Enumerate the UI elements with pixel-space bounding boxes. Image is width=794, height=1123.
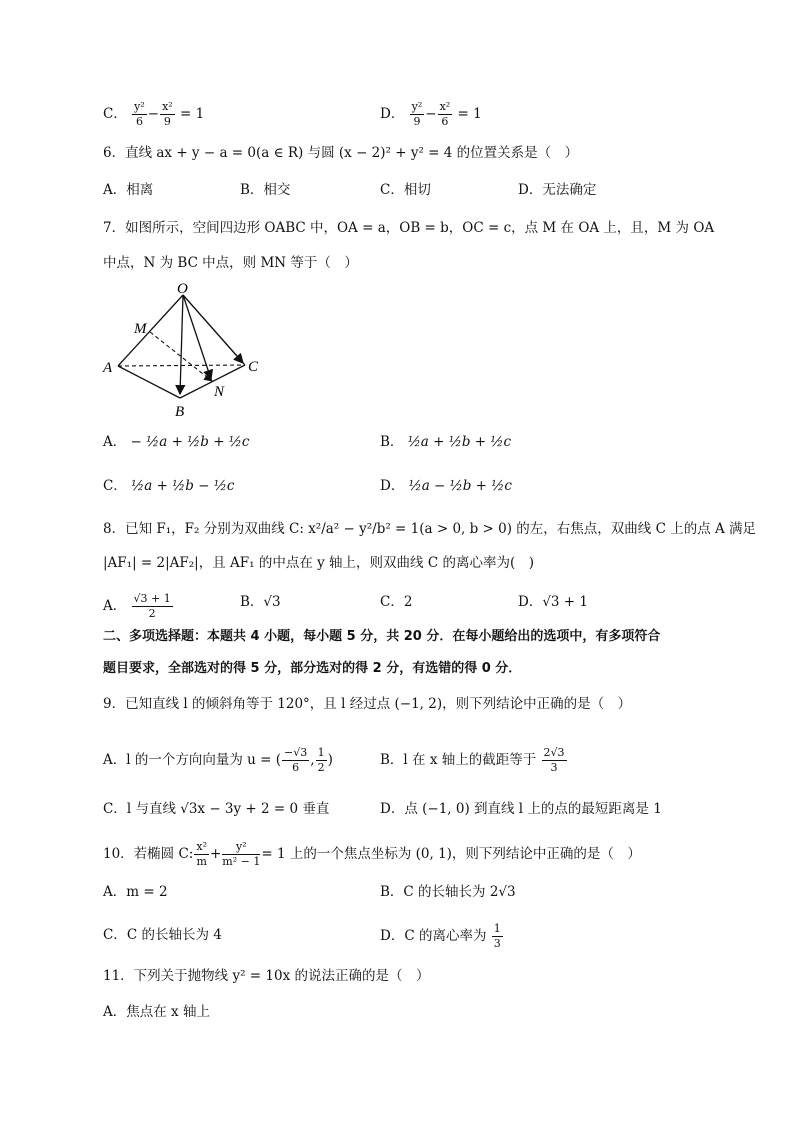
q5-option-d: D． $\frac{\text{y²}}{9}$ − $\frac{\text{x²}}{6}$ = 1 <box>380 100 482 128</box>
fraction <box>222 840 260 869</box>
denominator: 9 <box>413 115 421 128</box>
denominator: 6 <box>441 115 449 128</box>
vector-oc-arrow <box>183 295 243 363</box>
section2-heading-line2: 题目要求，全部选对的得 5 分，部分选对的得 2 分，有选错的得 0 分． <box>103 661 522 676</box>
q8-option-c: C．2 <box>380 594 413 610</box>
option-expression: ½a + ½b − ½c <box>131 478 235 494</box>
option-expression: ½a − ½b + ½c <box>408 478 512 494</box>
q7-option-c <box>103 476 234 496</box>
q8-option-b: B．√3 <box>240 594 281 610</box>
q7-option-a <box>103 432 249 452</box>
numerator: y² <box>222 840 260 855</box>
numerator: −√3 <box>284 746 308 759</box>
q9-option-d: D．点 (−1, 0) 到直线 l 上的点的最短距离是 1 <box>380 801 662 817</box>
stem-text: = 1 上的一个焦点坐标为 (0, 1)，则下列结论中正确的是（ ） <box>261 846 641 862</box>
denominator: 9 <box>163 115 171 128</box>
q6-option-a: A．相离 <box>103 182 154 198</box>
fraction <box>194 840 209 869</box>
denominator: 6 <box>292 761 300 774</box>
numerator: y² <box>134 100 145 113</box>
label-n: N <box>214 384 225 400</box>
denominator: 2 <box>148 607 156 620</box>
section2-heading-line1: 二、多项选择题：本题共 4 小题，每小题 5 分，共 20 分．在每小题给出的选项中，有多项符合 <box>103 629 661 644</box>
q6-option-d: D．无法确定 <box>518 182 597 198</box>
q9-option-c: C．l 与直线 √3x − 3y + 2 = 0 垂直 <box>103 801 330 817</box>
denominator: m <box>196 855 207 868</box>
tetrahedron-figure <box>100 280 270 420</box>
q7-stem-line1: 7．如图所示，空间四边形 OABC 中，OA = a，OB = b，OC = c，点 M 在 OA 上，且，M 为 OA <box>103 220 715 236</box>
option-label: A． <box>103 598 127 614</box>
q7-option-b <box>380 432 511 452</box>
q10-option-a: A．m = 2 <box>103 884 168 900</box>
fraction <box>438 100 453 129</box>
numerator: x² <box>196 840 207 853</box>
numerator: 1 <box>317 746 325 759</box>
label-m: M <box>134 321 147 337</box>
option-expression: ½a + ½b + ½c <box>407 434 512 450</box>
q5-option-c: C． $\frac{\text{y²}}{6}$ − $\frac{\text{x²}}{9}$ = 1 <box>103 100 205 128</box>
option-label: D． <box>380 478 405 494</box>
q10-option-c: C．C 的长轴长为 4 <box>103 927 222 943</box>
numerator: 1 <box>493 922 501 935</box>
option-text: D．C 的离心率为 <box>380 928 487 944</box>
denominator: m² − 1 <box>222 855 261 868</box>
fraction <box>542 746 567 775</box>
option-text: A．l 的一个方向向量为 u = <box>103 752 276 768</box>
fraction <box>160 100 175 129</box>
numerator: y² <box>411 100 423 113</box>
edge-ac-hidden <box>118 365 245 366</box>
q10-option-b: B．C 的长轴长为 2√3 <box>380 884 516 900</box>
option-expression: − ½a + ½b + ½c <box>130 434 250 450</box>
fraction <box>132 100 147 129</box>
option-label: C． <box>103 106 127 122</box>
numerator: √3 + 1 <box>133 592 171 605</box>
q8-option-a <box>103 592 174 621</box>
fraction <box>132 592 173 621</box>
option-label: D． <box>380 106 405 122</box>
numerator: x² <box>439 100 451 113</box>
equation-tail: = 1 <box>457 106 482 122</box>
fraction <box>316 746 327 775</box>
q9-stem: 9．已知直线 l 的倾斜角等于 120°，且 l 经过点 (−1, 2)，则下列结论中正确的是（ ） <box>103 696 632 712</box>
q7-stem-line2: 中点，N 为 BC 中点，则 MN 等于（ ） <box>103 255 358 271</box>
stem-text: 10．若椭圆 C: <box>103 846 194 862</box>
equation-tail: = 1 <box>180 106 205 122</box>
q7-option-d <box>380 476 512 496</box>
q11-stem: 11．下列关于抛物线 y² = 10x 的说法正确的是（ ） <box>103 968 430 984</box>
denominator: 3 <box>550 761 558 774</box>
q11-option-a: A．焦点在 x 轴上 <box>103 1004 210 1020</box>
edge-oa <box>118 295 183 366</box>
denominator: 2 <box>317 761 325 774</box>
q8-stem-line1: 8．已知 F₁，F₂ 分别为双曲线 C: x²/a² − y²/b² = 1(a > 0, b > 0) 的左，右焦点，双曲线 C 上的点 A 满足 <box>103 521 757 537</box>
q8-option-d: D．√3 + 1 <box>518 594 588 610</box>
vector-ob <box>180 295 183 394</box>
fraction <box>282 746 309 775</box>
edge-ab <box>118 366 180 398</box>
option-text: B．l 在 x 轴上的截距等于 <box>380 752 537 768</box>
denominator: 3 <box>493 937 501 950</box>
fraction <box>410 100 425 129</box>
q6-option-c: C．相切 <box>380 182 431 198</box>
vector-on <box>183 295 211 379</box>
numerator: x² <box>162 100 173 113</box>
q8-stem-line2: |AF₁| = 2|AF₂|，且 AF₁ 的中点在 y 轴上，则双曲线 C 的离心率为( ) <box>103 555 534 571</box>
label-b: B <box>175 404 185 420</box>
q6-stem: 6．直线 ax + y − a = 0(a ∈ R) 与圆 (x − 2)² + y² = 4 的位置关系是（ ） <box>103 145 579 161</box>
option-label: B． <box>380 434 404 450</box>
label-o: O <box>177 281 188 297</box>
option-label: A． <box>103 434 127 450</box>
q9-option-a: A．l 的一个方向向量为 u = ( $\frac{-√3}{6}$ , $\frac{1}{2}$ ) <box>103 746 333 774</box>
denominator: 6 <box>135 115 143 128</box>
label-c: C <box>248 359 259 375</box>
option-label: C． <box>103 478 127 494</box>
q10-stem: 10．若椭圆 C: $\frac{\text{x²}}{m}$ + $\frac{\text{y²}}{\text{m² − 1}}$ = 1 上的一个焦点坐标为 (0, 1)，则下列结论中正确的是（ ） <box>103 840 641 868</box>
fraction <box>492 922 503 951</box>
numerator: 2√3 <box>543 746 565 759</box>
edge-bc <box>180 365 245 398</box>
label-a: A <box>103 360 113 376</box>
q9-option-b <box>380 746 568 775</box>
q10-option-d <box>380 922 504 951</box>
q6-option-b: B．相交 <box>240 182 291 198</box>
